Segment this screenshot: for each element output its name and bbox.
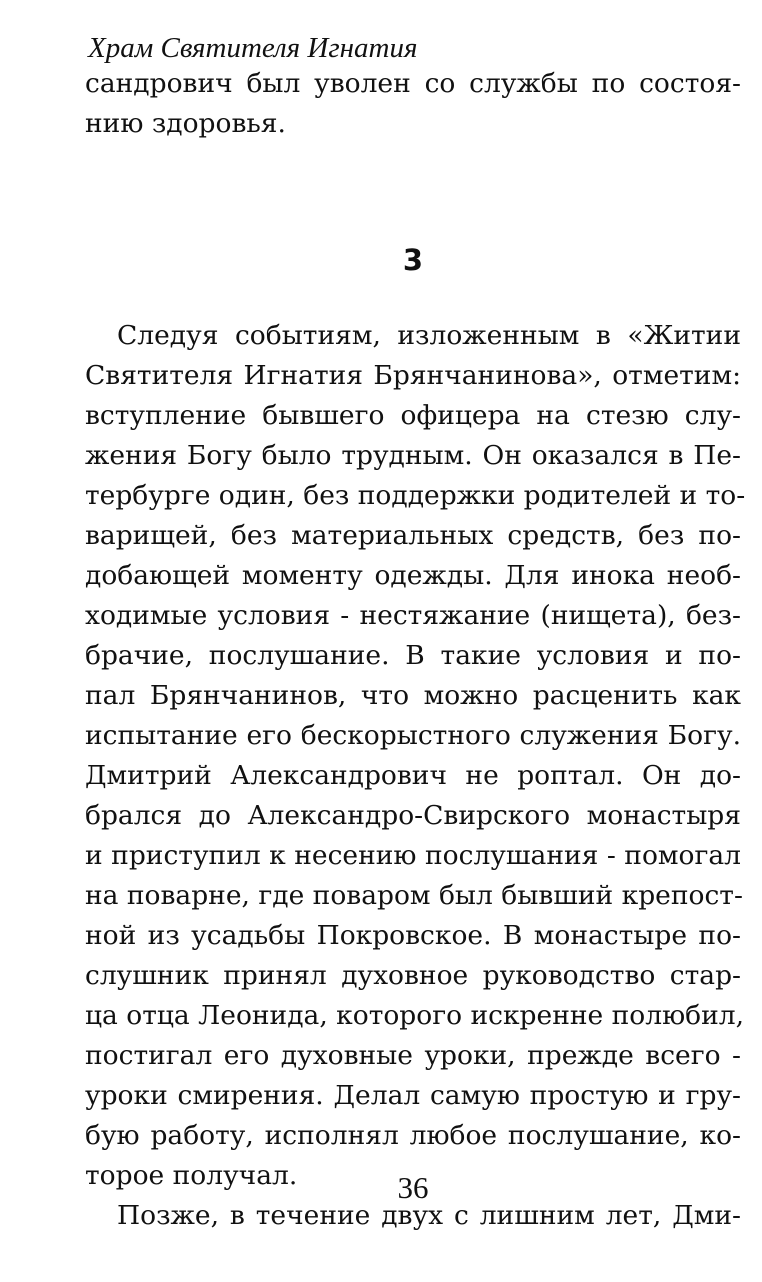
text-line: пал Брянчанинов, что можно расценить как — [85, 680, 741, 711]
text-line: ходимые условия - нестяжание (нищета), без- — [85, 600, 741, 631]
text-line: жения Богу было трудным. Он оказался в Пе- — [85, 440, 741, 471]
text-line: нию здоровья. — [85, 108, 286, 139]
text-line: добающей моменту одежды. Для инока необ- — [85, 560, 741, 591]
text-line: ной из усадьбы Покровское. В монастыре по- — [85, 920, 741, 951]
continued-paragraph — [85, 64, 741, 144]
text-line: Следуя событиям, изложенным в «Житии — [117, 320, 741, 351]
text-line: слушник принял духовное руководство стар- — [85, 960, 741, 991]
page-number: 36 — [397, 1170, 429, 1205]
text-line: тербурге один, без поддержки родителей и то- — [85, 480, 746, 511]
text-line: варищей, без материальных средств, без по- — [85, 520, 741, 551]
text-line: испытание его бескорыстного служения Богу. — [85, 720, 741, 751]
text-line: Святителя Игнатия Брянчанинова», отметим: — [85, 360, 741, 391]
text-line: Позже, в течение двух с лишним лет, Дми- — [117, 1200, 741, 1231]
text-line: Дмитрий Александрович не роптал. Он до- — [85, 760, 741, 791]
text-line: сандрович был уволен со службы по состоя- — [85, 68, 741, 99]
text-line: торое получал. — [85, 1160, 298, 1191]
text-line: уроки смирения. Делал самую простую и гру- — [85, 1080, 741, 1111]
text-line: брался до Александро-Свирского монастыря — [85, 800, 741, 831]
text-line: вступление бывшего офицера на стезю слу- — [85, 400, 741, 431]
running-head: Храм Святителя Игнатия — [88, 32, 418, 64]
chapter-body — [85, 316, 746, 1236]
text-line: ца отца Леонида, которого искренне полюбил, — [85, 1000, 745, 1031]
text-line: и приступил к несению послушания - помогал — [85, 840, 741, 871]
text-line: постигал его духовные уроки, прежде всего - — [85, 1040, 741, 1071]
text-line: брачие, послушание. В такие условия и по- — [85, 640, 741, 671]
text-line: на поварне, где поваром был бывший крепост- — [85, 880, 743, 911]
text-line: бую работу, исполнял любое послушание, ко- — [85, 1120, 741, 1151]
chapter-number: 3 — [402, 243, 424, 277]
